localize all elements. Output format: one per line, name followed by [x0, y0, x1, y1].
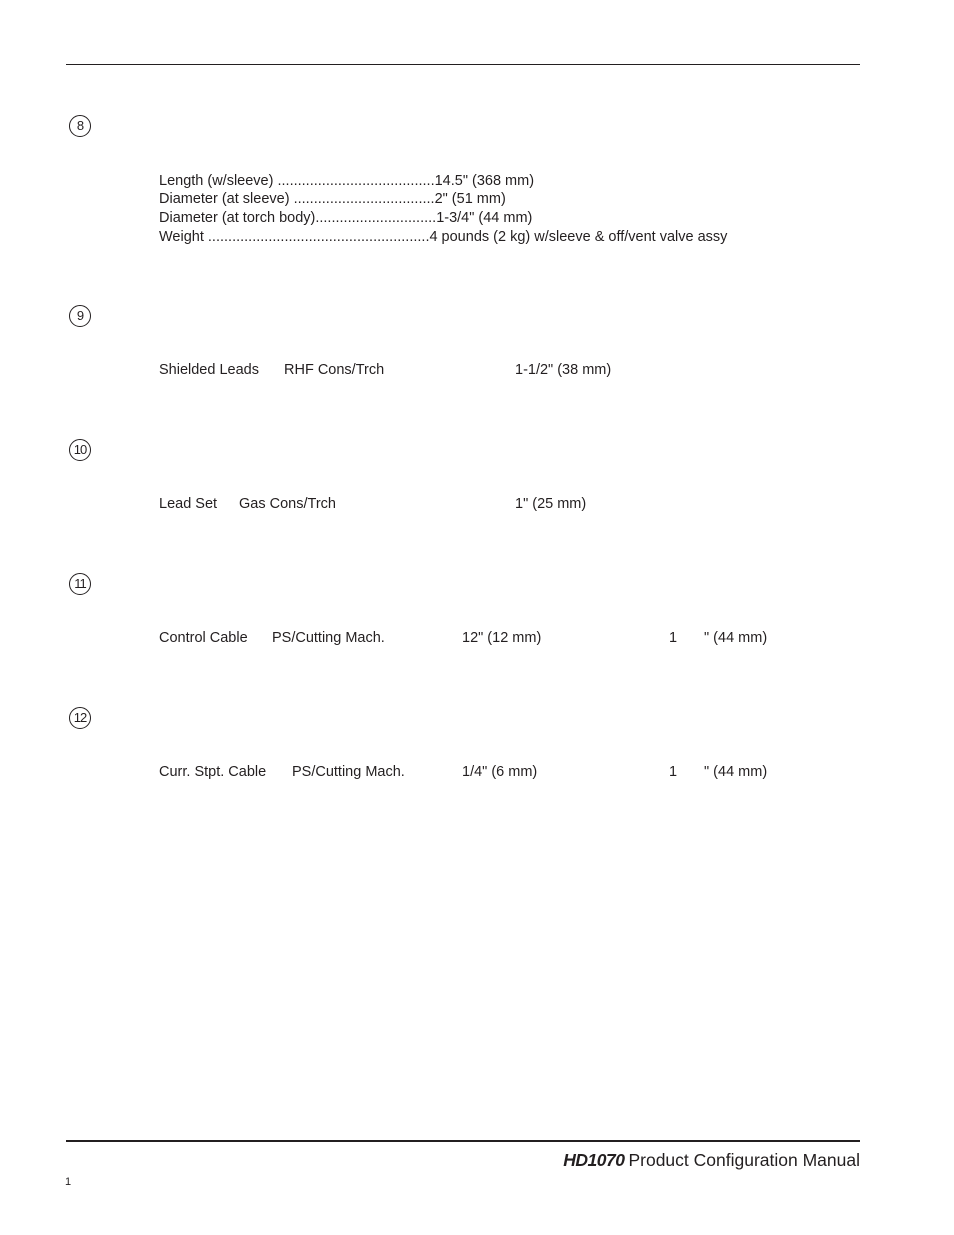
cable-bend-radius-whole: 1 [669, 764, 678, 780]
lead-name: Lead Set [159, 496, 218, 512]
cable-bend-radius-unit: " (44 mm) [704, 764, 768, 780]
section-number-12: 12 [69, 707, 91, 729]
page-number: 1 [65, 1176, 72, 1188]
cable-bend-radius-whole: 1 [669, 630, 678, 646]
footer-manual-title: Product Configuration Manual [628, 1150, 860, 1170]
cable-connection: PS/Cutting Mach. [292, 764, 405, 780]
section-number-10: 10 [69, 439, 91, 461]
section-number-8: 8 [69, 115, 91, 137]
cable-bend-radius-unit: " (44 mm) [704, 630, 768, 646]
section-number-9: 9 [69, 305, 91, 327]
footer-rule [66, 1140, 860, 1142]
lead-connection: Gas Cons/Trch [239, 496, 336, 512]
spec-length: Length (w/sleeve) .......................................14.5" (368 mm) [159, 173, 535, 189]
section-number-11: 11 [69, 573, 91, 595]
cable-name: Control Cable [159, 630, 248, 646]
header-rule [66, 64, 860, 65]
cable-diameter: 12" (12 mm) [462, 630, 542, 646]
spec-diameter-sleeve: Diameter (at sleeve) ...................................2" (51 mm) [159, 191, 506, 207]
footer-title [563, 1150, 860, 1171]
footer-model: HD1070 [563, 1150, 625, 1170]
lead-name: Shielded Leads [159, 362, 259, 378]
spec-diameter-body: Diameter (at torch body)..............................1-3/4" (44 mm) [159, 210, 533, 226]
lead-diameter: 1" (25 mm) [515, 496, 587, 512]
spec-weight: Weight .......................................................4 pounds (2 kg) w/sleeve & off/vent valve assy [159, 229, 728, 245]
lead-connection: RHF Cons/Trch [284, 362, 385, 378]
cable-connection: PS/Cutting Mach. [272, 630, 385, 646]
cable-name: Curr. Stpt. Cable [159, 764, 267, 780]
cable-diameter: 1/4" (6 mm) [462, 764, 538, 780]
lead-diameter: 1-1/2" (38 mm) [515, 362, 612, 378]
